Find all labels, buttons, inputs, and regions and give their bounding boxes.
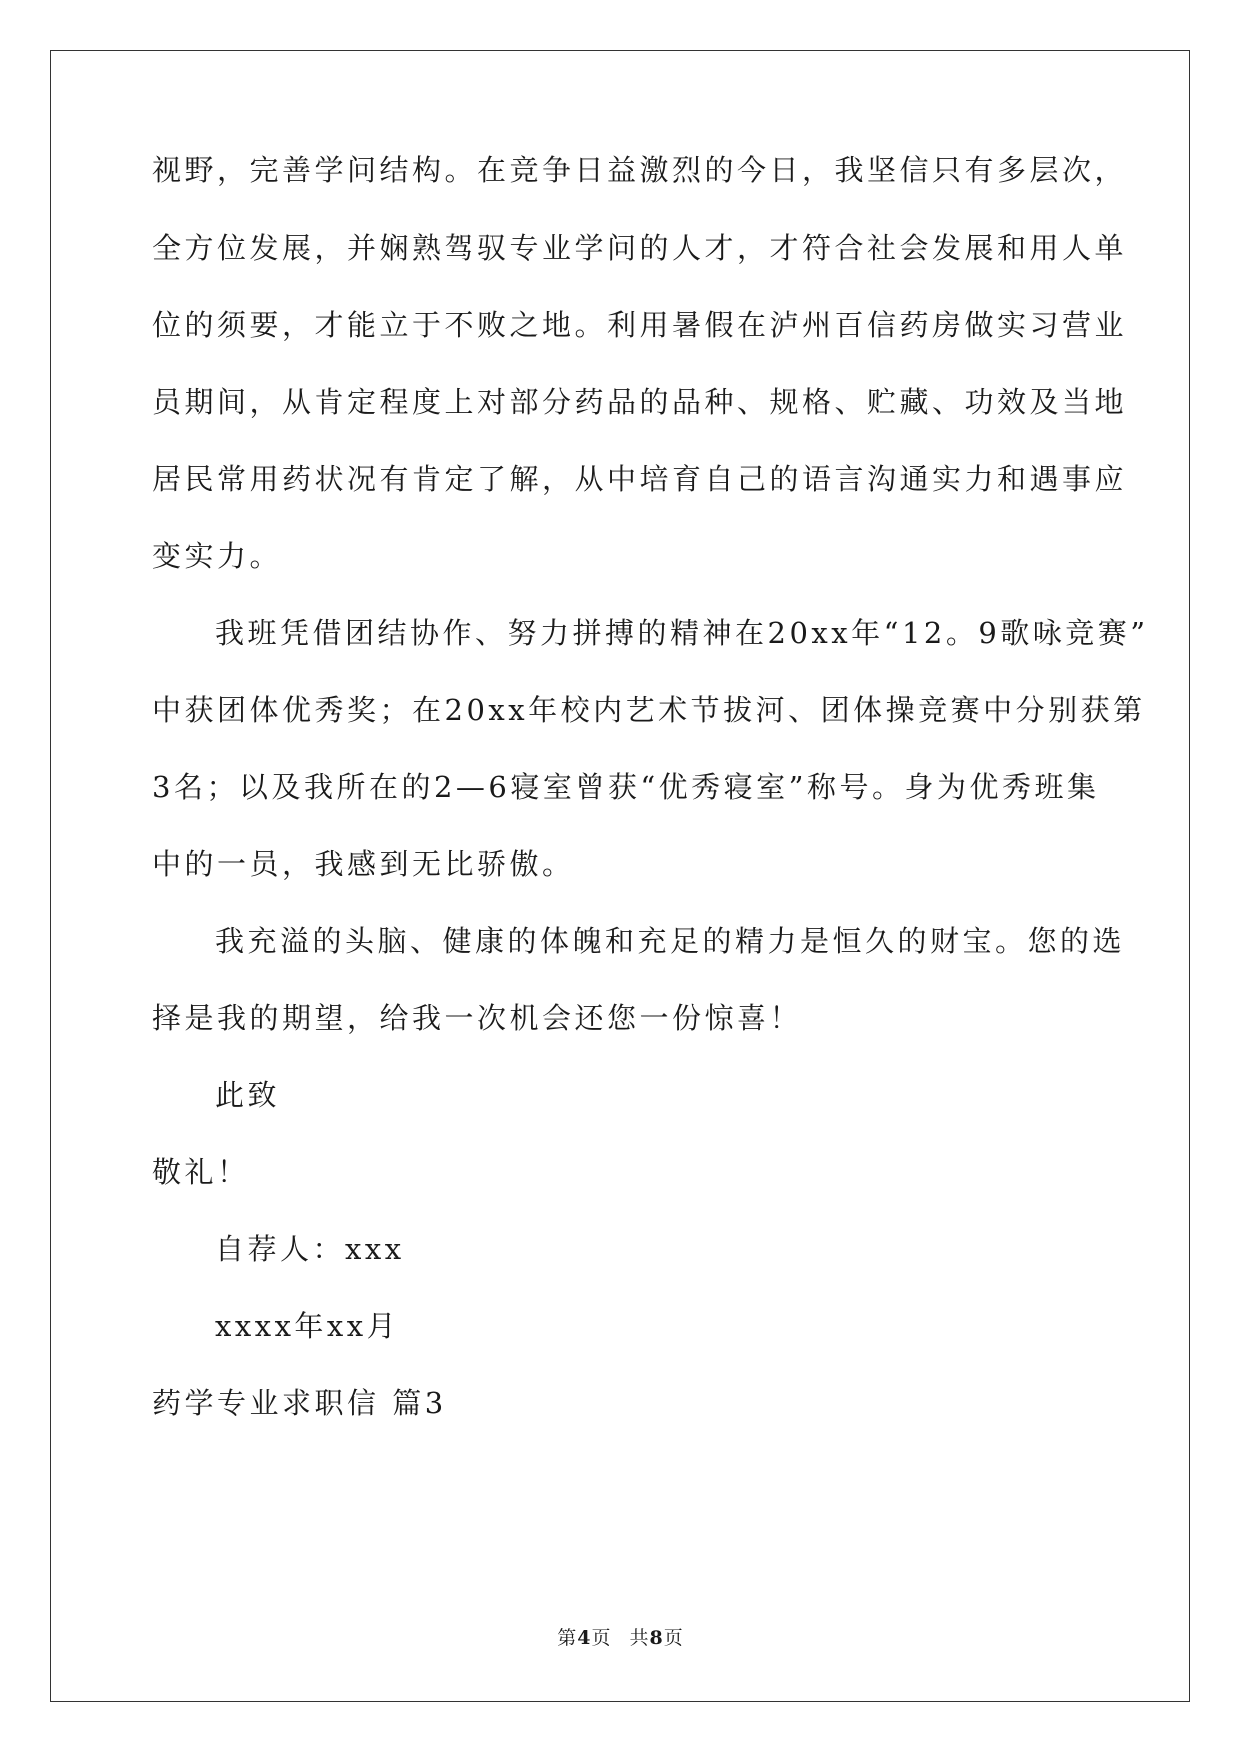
body-line: 中的一员，我感到无比骄傲。 xyxy=(152,847,575,881)
body-line: 3名；以及我所在的2—6寝室曾获“优秀寝室”称号。身为优秀班集 xyxy=(152,770,1100,804)
page-footer xyxy=(0,1623,1241,1650)
body-line: 视野，完善学问结构。在竞争日益激烈的今日，我坚信只有多层次， xyxy=(152,153,1128,187)
body-line: 中获团体优秀奖；在20xx年校内艺术节拔河、团体操竞赛中分别获第 xyxy=(152,693,1146,727)
body-line: 我班凭借团结协作、努力拼搏的精神在20xx年“12。9歌咏竞赛” xyxy=(215,616,1149,650)
page-number-label: 第4页 xyxy=(557,1627,612,1649)
body-line: 位的须要，才能立于不败之地。利用暑假在泸州百信药房做实习营业 xyxy=(152,308,1128,342)
total-pages-label: 共8页 xyxy=(629,1627,684,1649)
section-title: 药学专业求职信 篇3 xyxy=(152,1386,447,1420)
closing-text: 此致 xyxy=(215,1078,281,1112)
body-line: 择是我的期望，给我一次机会还您一份惊喜！ xyxy=(152,1001,803,1035)
current-page-number: 4 xyxy=(577,1627,592,1649)
total-page-number: 8 xyxy=(649,1627,664,1649)
body-line: 全方位发展，并娴熟驾驭专业学问的人才，才符合社会发展和用人单 xyxy=(152,231,1128,265)
body-line: 居民常用药状况有肯定了解，从中培育自己的语言沟通实力和遇事应 xyxy=(152,462,1128,496)
date-text: xxxx年xx月 xyxy=(215,1309,400,1343)
body-line: 我充溢的头脑、健康的体魄和充足的精力是恒久的财宝。您的选 xyxy=(215,924,1126,958)
body-line: 员期间，从肯定程度上对部分药品的品种、规格、贮藏、功效及当地 xyxy=(152,385,1128,419)
salute-text: 敬礼！ xyxy=(152,1155,250,1189)
signer-text: 自荐人：xxx xyxy=(215,1232,405,1266)
body-line: 变实力。 xyxy=(152,539,283,573)
